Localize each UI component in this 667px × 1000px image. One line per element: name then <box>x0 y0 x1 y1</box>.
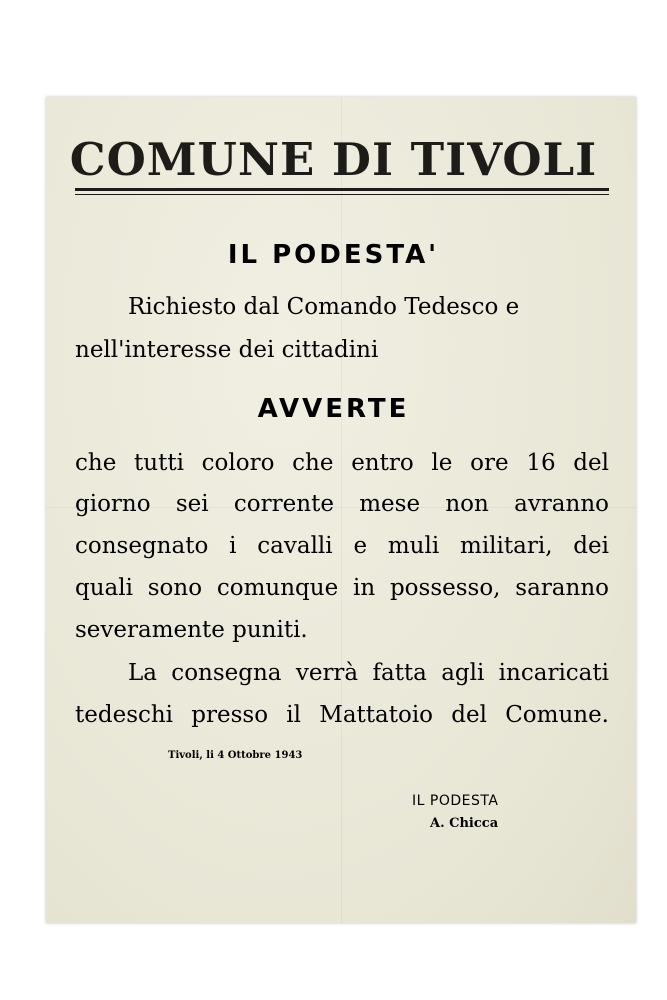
headline-rule-thin <box>75 194 609 195</box>
intro-line-2: nell'interesse dei cittadini <box>75 337 379 363</box>
intro-line-1: Richiesto dal Comando Tedesco e <box>128 294 520 320</box>
body-line-3: consegnato i cavalli e muli militari, dei <box>75 533 609 559</box>
signature-name: A. Chicca <box>430 816 499 831</box>
body-line-1: che tutti coloro che entro le ore 16 del <box>75 450 609 476</box>
date-line: Tivoli, li 4 Ottobre 1943 <box>168 750 303 761</box>
poster-headline: COMUNE DI TIVOLI <box>69 133 598 186</box>
delivery-line-1: La consegna verrà fatta agli incaricati <box>128 660 609 686</box>
headline-rule-thick <box>75 188 609 191</box>
body-line-4: quali sono comunque in possesso, saranno <box>75 575 609 601</box>
authority-heading: IL PODESTA' <box>227 240 440 270</box>
body-line-2: giorno sei corrente mese non avranno <box>75 491 609 517</box>
body-line-5: severamente puniti. <box>75 617 308 643</box>
action-heading: AVVERTE <box>257 394 410 424</box>
delivery-line-2: tedeschi presso il Mattatoio del Comune. <box>75 702 609 728</box>
signature-title: IL PODESTA <box>412 793 499 809</box>
